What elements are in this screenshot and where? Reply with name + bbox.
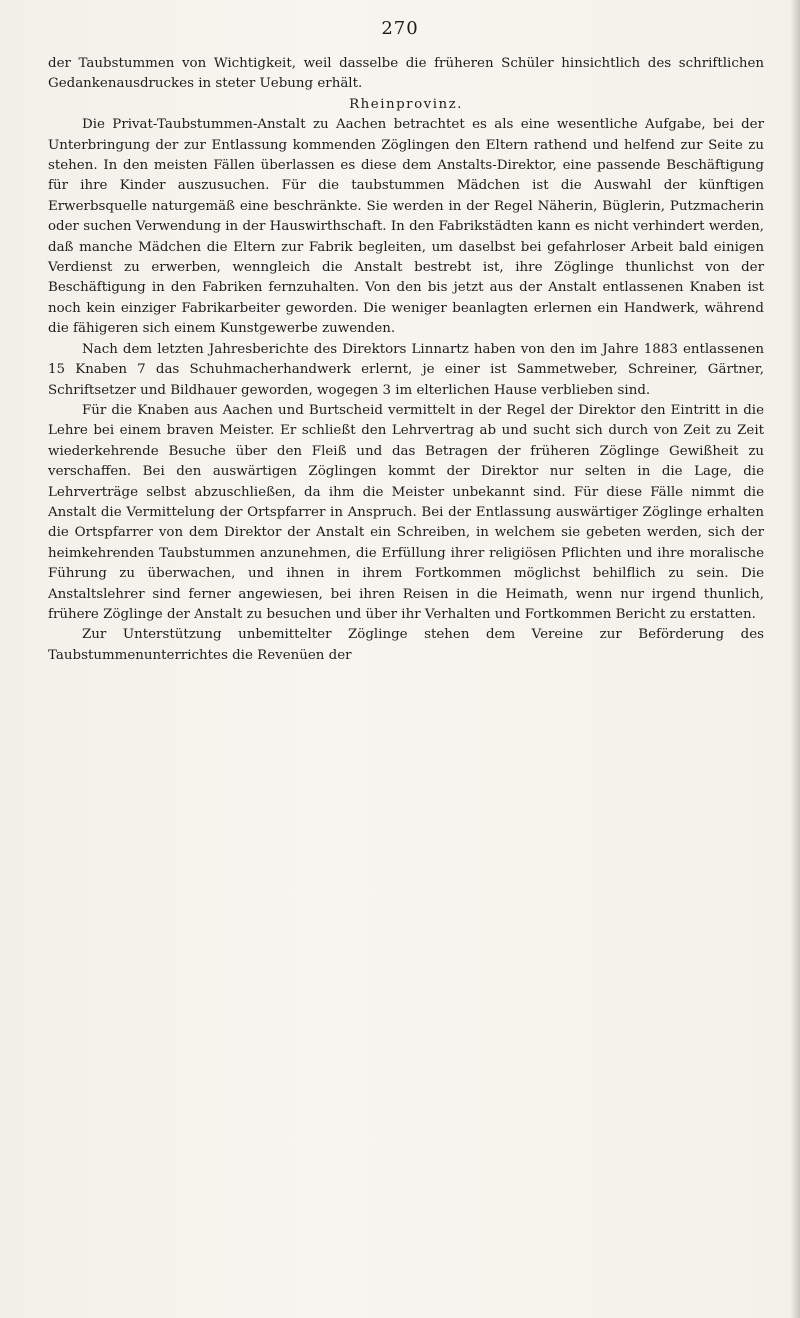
paragraph-knaben-lehre: Für die Knaben aus Aachen und Burtscheid vermittelt in der Regel der Direktor den Eintritt in die Lehre bei einem braven Meister. Er schließt den Lehrvertrag ab und sucht sich durch von Zeit zu Zeit wiederkehrende Besuche über den Fleiß und das Betragen der früheren Zöglinge Gewißheit zu verschaffen. Bei den auswärtigen Zöglingen kommt der Direktor nur selten in die Lage, die Lehrverträge selbst abzuschließen, da ihm die Meister unbekannt sind. Für diese Fälle nimmt die Anstalt die Vermittelung der Ortspfarrer in Anspruch. Bei der Entlassung auswärtiger Zöglinge erhalten die Ortspfarrer von dem Direktor der Anstalt ein Schreiben, in welchem sie gebeten werden, sich der heimkehrenden Taubstummen anzunehmen, die Erfüllung ihrer religiösen Pflichten und ihre moralische Führung zu überwachen, und ihnen in ihrem Fortkommen möglichst behilflich zu sein. Die Anstaltslehrer sind ferner angewiesen, bei ihren Reisen in die Heimath, wenn nur irgend thunlich, frühere Zöglinge der Anstalt zu besuchen und über ihr Verhalten und Fortkommen Bericht zu erstatten. bbox=[48, 402, 764, 622]
paragraph-unterstuetzung: Zur Unterstützung unbemittelter Zöglinge stehen dem Vereine zur Beförderung des Taubstummenunterrichtes die Revenüen der bbox=[48, 627, 764, 663]
section-heading: Rheinprovinz. bbox=[349, 96, 463, 112]
page-edge-shadow bbox=[790, 0, 800, 1318]
paragraph-aachen-anstalt: Die Privat-Taubstummen-Anstalt zu Aachen betrachtet es als eine wesentliche Aufgabe, bei der Unterbringung der zur Entlassung kommenden Zöglingen den Eltern rathend und helfend zur Seite zu stehen. In den meisten Fällen überlassen es diese dem Anstalts-Direktor, eine passende Beschäftigung für ihre Kinder auszusuchen. Für die taubstummen Mädchen ist die Auswahl der künftigen Erwerbsquelle naturgemäß eine beschränkte. Sie werden in der Regel Näherin, Büglerin, Putzmacherin oder suchen Verwendung in der Hauswirthschaft. In den Fabrikstädten kann es nicht verhindert werden, daß manche Mädchen die Eltern zur Fabrik begleiten, um daselbst bei gefahrloser Arbeit bald einigen Verdienst zu erwerben, wenngleich die Anstalt bestrebt ist, ihre Zöglinge thunlichst von der Beschäftigung in den Fabriken fernzuhalten. Von den bis jetzt aus der Anstalt entlassenen Knaben ist noch kein einziger Fabrikarbeiter geworden. Die weniger beanlagten erlernen ein Handwerk, während die fähigeren sich einem Kunstgewerbe zuwenden. bbox=[48, 117, 764, 337]
paragraph-jahresbericht: Nach dem letzten Jahresberichte des Direktors Linnartz haben von den im Jahre 1883 entlassenen 15 Knaben 7 das Schuhmacherhandwerk erlernt, je einer ist Sammetweber, Schreiner, Gärtner, Schriftsetzer und Bildhauer geworden, wogegen 3 im elterlichen Hause verblieben sind. bbox=[48, 341, 764, 398]
body-text bbox=[48, 54, 764, 666]
intro-paragraph: der Taubstummen von Wichtigkeit, weil dasselbe die früheren Schüler hinsichtlich des schriftlichen Gedankenausdruckes in steter Uebung erhält. bbox=[48, 56, 764, 92]
page-number: 270 bbox=[381, 18, 419, 39]
